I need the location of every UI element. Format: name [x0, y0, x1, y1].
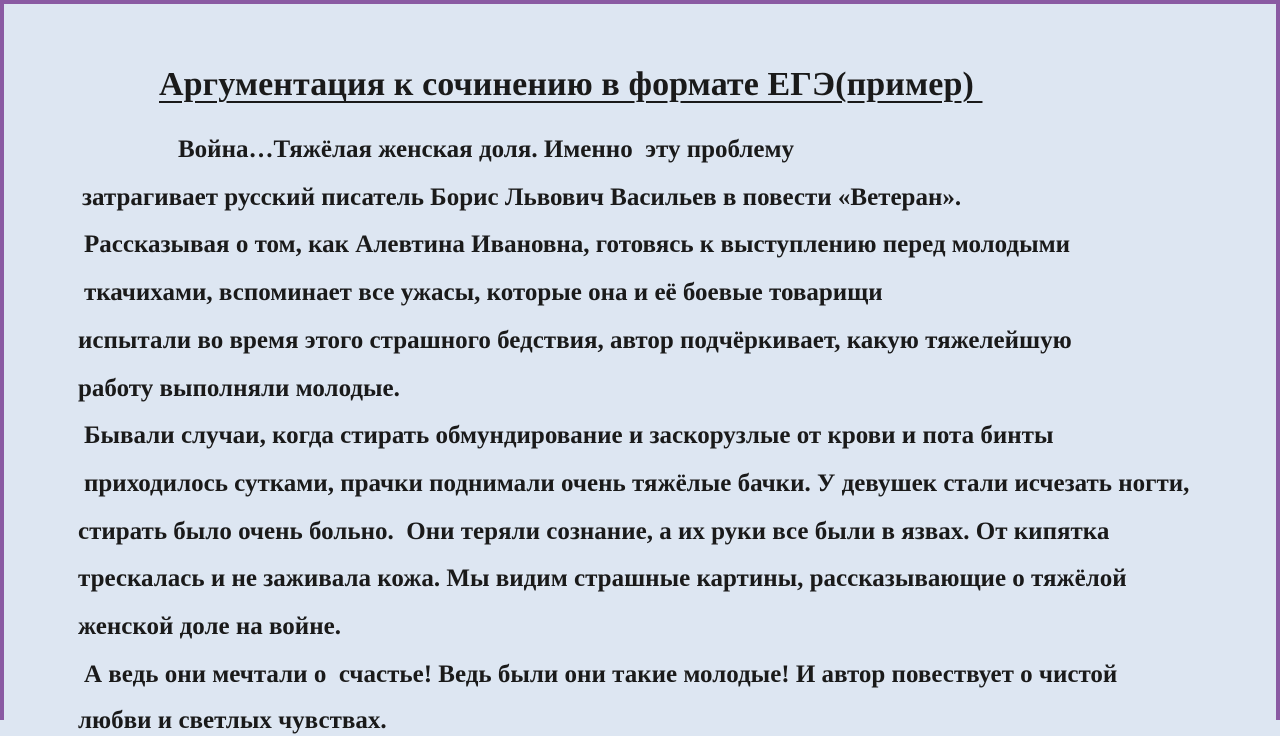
text-line-11: женской доле на войне. [78, 613, 341, 640]
text-line-13: любви и светлых чувствах. [78, 707, 387, 734]
text-line-5: испытали во время этого страшного бедствия, автор подчёркивает, какую тяжелейшую [78, 327, 1072, 354]
text-line-12: А ведь они мечтали о счастье! Ведь были они такие молодые! И автор повествует о чистой [84, 661, 1118, 688]
text-line-1: Война…Тяжёлая женская доля. Именно эту проблему [178, 136, 795, 163]
text-line-10: трескалась и не заживала кожа. Мы видим страшные картины, рассказывающие о тяжёлой [78, 565, 1127, 592]
text-line-4: ткачихами, вспоминает все ужасы, которые она и её боевые товарищи [84, 279, 883, 306]
text-line-8: приходилось сутками, прачки поднимали очень тяжёлые бачки. У девушек стали исчезать ногти, [84, 470, 1190, 497]
text-line-6: работу выполняли молодые. [78, 375, 400, 402]
text-line-2: затрагивает русский писатель Борис Львович Васильев в повести «Ветеран». [82, 184, 962, 211]
slide-title: Аргументация к сочинению в формате ЕГЭ(пример) [159, 66, 983, 103]
text-line-9: стирать было очень больно. Они теряли сознание, а их руки все были в язвах. От кипятка [78, 518, 1110, 545]
text-line-3: Рассказывая о том, как Алевтина Ивановна, готовясь к выступлению перед молодыми [84, 231, 1071, 258]
text-line-7: Бывали случаи, когда стирать обмундирование и заскорузлые от крови и пота бинты [84, 422, 1054, 449]
